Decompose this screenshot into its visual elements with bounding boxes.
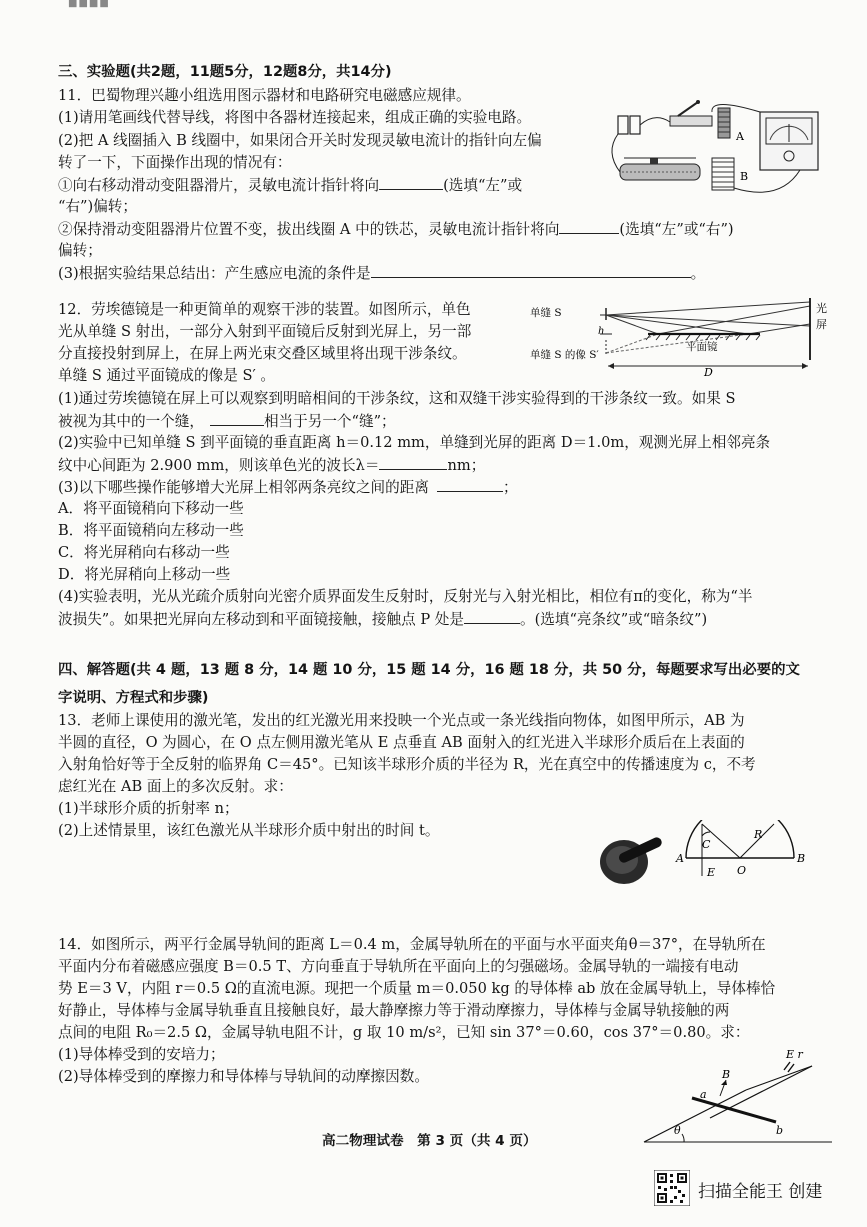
answer-blank[interactable] — [464, 609, 520, 624]
q11-line-6: “右”)偏转； — [58, 198, 137, 215]
q11-line-8: 偏转； — [58, 242, 102, 259]
q11-line-7-tail: (选填“左”或“右”) — [619, 221, 734, 238]
q12-line-5: (1)通过劳埃德镜在屏上可以观察到明暗相间的干涉条纹，这和双缝干涉实验得到的干涉条纹一致。如果 S — [58, 390, 736, 407]
conductor-rod — [692, 1098, 776, 1122]
mirror-label: 平面镜 — [686, 341, 718, 353]
q14-line-3: 势 E＝3 V，内阻 r＝0.5 Ω的直流电源。现把一个质量 m＝0.050 kg 的导体棒 ab 放在金属导轨上，导体棒恰 — [58, 980, 776, 997]
label-o: O — [737, 864, 747, 877]
q11-line-2: (1)请用笔画线代替导线，将图中各器材连接起来，组成正确的实验电路。 — [58, 109, 532, 126]
q12-option-d: D．将光屏稍向上移动一些 — [58, 566, 231, 583]
section-4-heading-2: 字说明、方程式和步骤) — [58, 690, 209, 706]
q12-line-6-tail: 相当于另一个“缝”； — [263, 413, 396, 430]
q12-line-6 — [58, 411, 396, 432]
answer-blank[interactable] — [379, 175, 443, 190]
q12-line-11-tail: 。(选填“亮条纹”或“暗条纹”) — [520, 611, 708, 628]
q12-line-6-text: 被视为其中的一个缝， — [58, 413, 204, 430]
answer-blank[interactable] — [559, 219, 619, 234]
q13-semicircle-figure — [594, 820, 814, 896]
q11-line-4: 转了一下，下面操作出现的情况有： — [58, 154, 292, 171]
q12-option-c: C．将光屏稍向右移动一些 — [58, 544, 230, 561]
scanner-watermark-text: 扫描全能王 创建 — [698, 1182, 823, 1202]
q14-line-7: (2)导体棒受到的摩擦力和导体棒与导轨间的动摩擦因数。 — [58, 1068, 429, 1085]
q13-line-3: 入射角恰好等于全反射的临界角 C＝45°。已知该半球形介质的半径为 R，光在真空中的传播速度为 c，不考 — [58, 756, 756, 773]
q11-line-5 — [58, 175, 522, 196]
label-a: a — [700, 1088, 707, 1101]
q11-line-9 — [58, 263, 705, 284]
q12-line-9-text: (3)以下哪些操作能够增大光屏上相邻两条亮纹之间的距离 — [58, 479, 429, 496]
q13-line-4: 虑红光在 AB 面上的多次反射。求： — [58, 778, 293, 795]
q12-line-9-tail: ； — [502, 479, 518, 496]
q11-line-5-text: ①向右移动滑动变阻器滑片，灵敏电流计指针将向 — [58, 177, 380, 194]
q12-line-10: (4)实验表明，光从光疏介质射向光密介质界面发生反射时，反射光与入射光相比，相位有π的变化，称为“半 — [58, 588, 753, 605]
q14-line-2: 平面内分布着磁感应强度 B＝0.5 T、方向垂直于导轨所在平面向上的匀强磁场。金属导轨的一端接有电动 — [58, 958, 739, 975]
rheostat-icon — [620, 158, 700, 180]
h-label: h — [598, 326, 605, 337]
q12-lloyd-mirror-figure — [528, 298, 840, 378]
battery-icon — [784, 1062, 790, 1070]
switch-icon — [670, 100, 712, 126]
d-label: D — [704, 366, 713, 378]
q11-apparatus-figure — [600, 92, 835, 202]
q12-line-8-text: 纹中心间距为 2.900 mm，则该单色光的波长λ＝ — [58, 457, 380, 474]
q12-line-2: 光从单缝 S 射出，一部分入射到平面镜后反射到光屏上，另一部 — [58, 323, 472, 340]
label-field-b: B — [722, 1068, 731, 1081]
galvanometer-icon — [760, 112, 818, 170]
section-3-heading: 三、实验题(共2题，11题5分，12题8分，共14分) — [58, 64, 392, 80]
battery-icon — [618, 116, 640, 134]
coil-b-icon — [712, 158, 734, 190]
q12-line-9 — [58, 477, 518, 498]
q14-rails-figure — [636, 1048, 836, 1144]
q11-line-3: (2)把 A 线圈插入 B 线圈中，如果闭合开关时发现灵敏电流计的指针向左偏 — [58, 132, 542, 149]
q12-line-11-text: 波损失”。如果把光屏向左移动到和平面镜接触，接触点 P 处是 — [58, 611, 464, 628]
label-b: b — [776, 1124, 784, 1137]
coil-b-label: B — [740, 170, 749, 183]
q13-line-2: 半圆的直径，O 为圆心，在 O 点左侧用激光笔从 E 点垂直 AB 面射入的红光进入半球形介质后在上表面的 — [58, 734, 745, 751]
slit-label: 单缝 S — [530, 307, 562, 319]
q14-line-4: 好静止，导体棒与金属导轨垂直且接触良好，最大静摩擦力等于滑动摩擦力，导体棒与金属导轨接触的两 — [58, 1002, 730, 1019]
label-er: E r — [786, 1048, 803, 1061]
page-footer: 高二物理试卷 第 3 页（共 4 页） — [322, 1133, 537, 1149]
q12-line-8-tail: nm； — [447, 457, 486, 474]
q11-line-7-text: ②保持滑动变阻器滑片位置不变，拔出线圈 A 中的铁芯，灵敏电流计指针将向 — [58, 221, 560, 238]
q14-line-5: 点间的电阻 R₀＝2.5 Ω，金属导轨电阻不计，g 取 10 m/s²，已知 sin 37°＝0.60，cos 37°＝0.80。求： — [58, 1024, 750, 1041]
q12-option-a: A．将平面镜稍向下移动一些 — [58, 500, 244, 517]
top-mark: ■■■■ — [68, 0, 110, 9]
q12-line-1: 12．劳埃德镜是一种更简单的观察干涉的装置。如图所示，单色 — [58, 301, 471, 318]
q11-line-9-tail: 。 — [690, 265, 706, 282]
label-r: R — [754, 828, 763, 841]
label-theta: θ — [674, 1124, 681, 1137]
laser-pen-icon — [600, 836, 663, 884]
q11-line-7 — [58, 219, 734, 240]
screen-label-2: 屏 — [816, 318, 827, 331]
q14-line-1: 14．如图所示，两平行金属导轨间的距离 L＝0.4 m，金属导轨所在的平面与水平面夹角θ＝37°，在导轨所在 — [58, 936, 766, 953]
q13-line-1: 13．老师上课使用的激光笔，发出的红光激光用来投映一个光点或一条光线指向物体，如图甲所示，AB 为 — [58, 712, 745, 729]
label-c: C — [702, 838, 711, 851]
q11-line-9-text: (3)根据实验结果总结出：产生感应电流的条件是 — [58, 265, 371, 282]
label-b: B — [797, 852, 806, 865]
q14-line-6: (1)导体棒受到的安培力； — [58, 1046, 225, 1063]
q12-line-4: 单缝 S 通过平面镜成的像是 S′ 。 — [58, 367, 275, 384]
screen-label-1: 光 — [816, 302, 827, 315]
q12-line-11 — [58, 609, 707, 630]
answer-blank[interactable] — [210, 411, 264, 426]
answer-blank[interactable] — [437, 477, 503, 492]
coil-a-icon — [718, 108, 730, 138]
answer-blank[interactable] — [379, 455, 447, 470]
section-4-heading-1: 四、解答题(共 4 题，13 题 8 分，14 题 10 分，15 题 14 分，16 题 18 分，共 50 分，每题要求写出必要的文 — [58, 662, 800, 678]
q11-line-5-tail: (选填“左”或 — [443, 177, 523, 194]
q12-line-3: 分直接投射到屏上，在屏上两光束交叠区域里将出现干涉条纹。 — [58, 345, 467, 362]
q13-line-6: (2)上述情景里，该红色激光从半球形介质中射出的时间 t。 — [58, 822, 440, 839]
q11-line-1: 11．巴蜀物理兴趣小组选用图示器材和电路研究电磁感应规律。 — [58, 87, 471, 104]
qr-code-icon — [654, 1170, 690, 1206]
coil-a-label: A — [736, 130, 744, 143]
q12-line-8 — [58, 455, 485, 476]
slit-image-label: 单缝 S 的像 S′ — [530, 349, 599, 361]
label-a: A — [676, 852, 684, 865]
q13-line-5: (1)半球形介质的折射率 n； — [58, 800, 239, 817]
answer-blank[interactable] — [371, 263, 691, 278]
q12-option-b: B．将平面镜稍向左移动一些 — [58, 522, 244, 539]
label-e: E — [707, 866, 716, 879]
q12-line-7: (2)实验中已知单缝 S 到平面镜的垂直距离 h＝0.12 mm，单缝到光屏的距离 D＝1.0m，观测光屏上相邻亮条 — [58, 434, 771, 451]
